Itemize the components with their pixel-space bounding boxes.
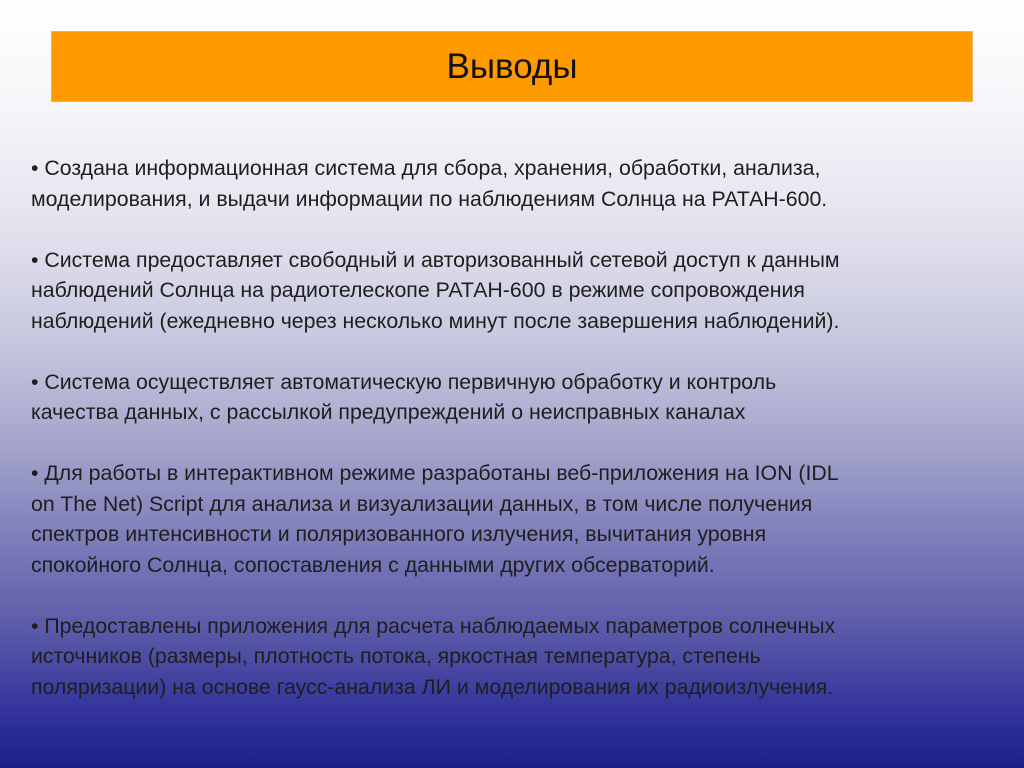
bullet-item: • Предоставлены приложения для расчета наблюдаемых параметров солнечных источников (размеры, плотность потока, яркостная температура, степень поляризации) на основе гаусс-анализа ЛИ и моделирования их радиоизлучения. [31, 613, 836, 699]
title-bar [51, 31, 973, 102]
bullet-item: • Создана информационная система для сбора, хранения, обработки, анализа, моделирования, и выдачи информации по наблюдениям Солнца на РАТАН-600. [31, 156, 828, 211]
slide-title: Выводы [446, 47, 578, 86]
bullet-item: • Система осуществляет автоматическую первичную обработку и контроль качества данных, с рассылкой предупреждений о неисправных каналах [31, 369, 777, 424]
bullet-item: • Система предоставляет свободный и авторизованный сетевой доступ к данным наблюдений Солнца на радиотелескопе РАТАН-600 в режиме сопровождения наблюдений (ежедневно через несколько минут после завершения наблюдений). [31, 247, 840, 333]
bullet-item: • Для работы в интерактивном режиме разработаны веб-приложения на ION (IDL on The Net) Script для анализа и визуализации данных, в том числе получения спектров интенсивности и поляризованного излучения, вычитания уровня спокойного Солнца, сопоставления с данными других обсерваторий. [31, 461, 839, 577]
bullet-list [31, 153, 1006, 733]
